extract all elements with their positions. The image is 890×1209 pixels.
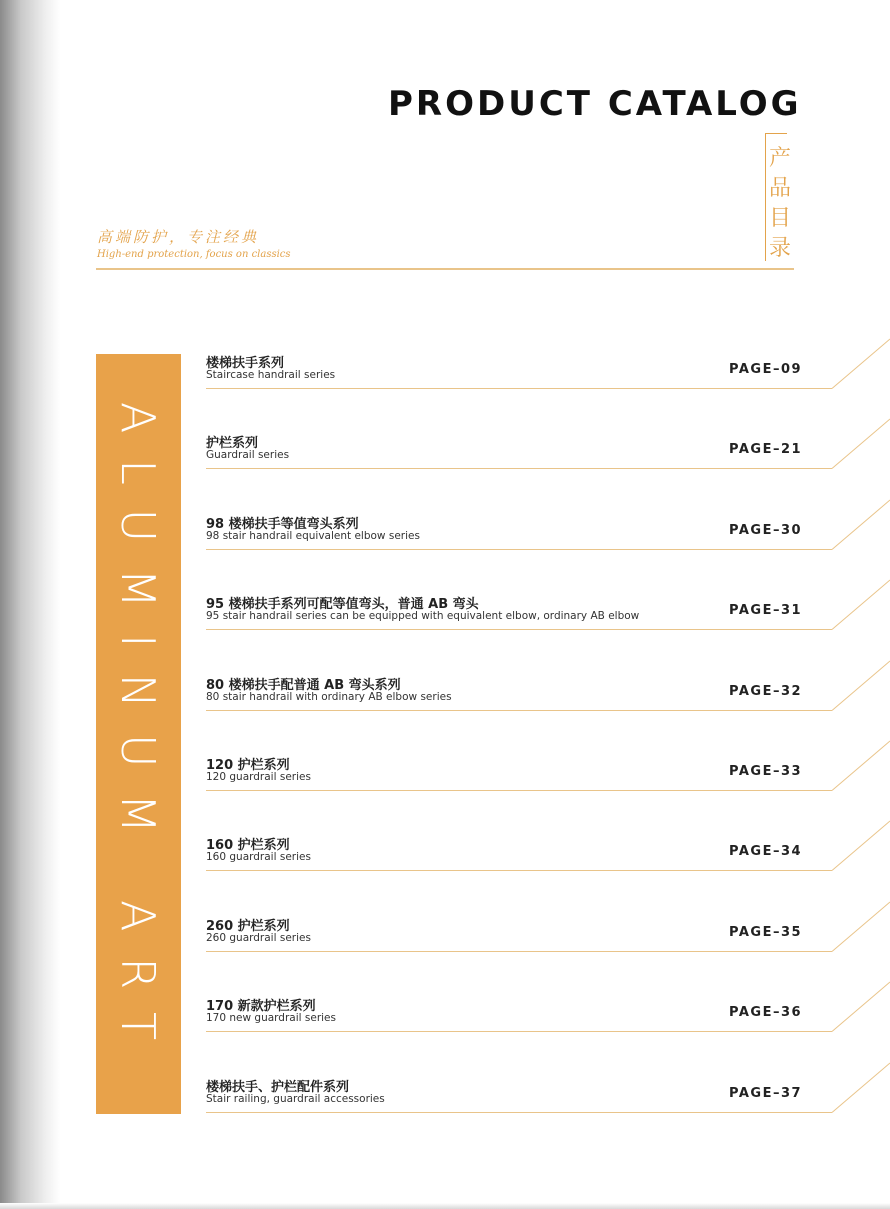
- toc-entry[interactable]: [206, 593, 890, 673]
- toc-entry[interactable]: [206, 995, 890, 1075]
- toc-entry-en-title: Stair railing, guardrail accessories: [206, 1092, 385, 1105]
- toc-entry-rule: [206, 629, 832, 630]
- toc-entry-cn-title: 160 护栏系列: [206, 838, 290, 854]
- toc-entry-diagonal-accent: [830, 500, 890, 550]
- toc-entry-page-number[interactable]: PAGE–21: [729, 442, 803, 458]
- toc-entry-rule: [206, 1112, 832, 1113]
- toc-entry-page-number[interactable]: PAGE–37: [729, 1085, 803, 1101]
- toc-entry-en-title: 170 new guardrail series: [206, 1012, 336, 1025]
- toc-entry-rule: [206, 468, 832, 469]
- toc-entry-rule: [206, 1031, 832, 1032]
- toc-entry-en-title: 98 stair handrail equivalent elbow series: [206, 529, 420, 542]
- toc-entry-cn-title: 260 护栏系列: [206, 918, 290, 934]
- toc-entry-rule: [206, 790, 832, 791]
- toc-entry-page-number[interactable]: PAGE–32: [729, 683, 803, 699]
- toc-entry[interactable]: [206, 834, 890, 914]
- toc-entry[interactable]: [206, 754, 890, 834]
- toc-entry-en-title: 260 guardrail series: [206, 931, 311, 944]
- toc-entry-page-number[interactable]: PAGE–36: [729, 1005, 803, 1021]
- toc-entry-en-title: 160 guardrail series: [206, 851, 311, 864]
- toc-entry-cn-title: 楼梯扶手系列: [206, 356, 285, 371]
- toc-entry-cn-title: 98 楼梯扶手等值弯头系列: [206, 516, 359, 532]
- toc-entry-en-title: 120 guardrail series: [206, 771, 311, 783]
- toc-entry-page-number[interactable]: PAGE–09: [729, 362, 803, 377]
- toc-entry[interactable]: [206, 1076, 890, 1156]
- toc-entry-page-number[interactable]: PAGE–35: [729, 924, 803, 940]
- toc-entry-en-title: 95 stair handrail series can be equipped with equivalent elbow, ordinary AB elbow: [206, 610, 640, 623]
- side-band-text: ALUMINUM ART: [111, 401, 165, 1067]
- toc-entry-page-number[interactable]: PAGE–31: [729, 603, 803, 619]
- toc-entry-cn-title: 95 楼梯扶手系列可配等值弯头，普通 AB 弯头: [206, 597, 479, 613]
- toc-entry-page-number[interactable]: PAGE–34: [729, 844, 803, 860]
- toc-entry-diagonal-accent: [830, 821, 890, 871]
- slogan-en: High-end protection, focus on classics: [97, 249, 291, 260]
- toc-entry[interactable]: [206, 674, 890, 754]
- toc-entry-diagonal-accent: [830, 982, 890, 1032]
- vertical-cn-char: 目: [768, 206, 791, 231]
- page-bottom-edge: [0, 1203, 890, 1209]
- toc-entry[interactable]: [206, 915, 890, 995]
- vertical-cn-char: 录: [768, 236, 791, 261]
- toc-entry[interactable]: [206, 432, 890, 512]
- toc-entry[interactable]: [206, 352, 890, 432]
- toc-entry-en-title: 80 stair handrail with ordinary AB elbow series: [206, 690, 452, 703]
- toc-entry-diagonal-accent: [830, 1063, 890, 1113]
- page-title: PRODUCT CATALOG: [388, 84, 802, 124]
- toc-entry-rule: [206, 870, 832, 871]
- toc-entry-rule: [206, 951, 832, 952]
- toc-entry-en-title: Guardrail series: [206, 449, 290, 462]
- toc-entry-diagonal-accent: [830, 419, 890, 469]
- toc-entry-rule: [206, 549, 832, 550]
- toc-entry-diagonal-accent: [830, 580, 890, 630]
- toc-entry-cn-title: 80 楼梯扶手配普通 AB 弯头系列: [206, 677, 401, 693]
- toc-entry-page-number[interactable]: PAGE–30: [729, 522, 803, 538]
- vertical-cn-char: 品: [768, 176, 791, 201]
- toc-entry-diagonal-accent: [830, 902, 890, 952]
- toc-entry-page-number[interactable]: PAGE–33: [729, 764, 803, 779]
- toc-entry-cn-title: 楼梯扶手、护栏配件系列: [206, 1079, 350, 1095]
- toc-entry[interactable]: [206, 513, 890, 593]
- toc-entry-rule: [206, 710, 832, 711]
- toc-entry-diagonal-accent: [830, 661, 890, 711]
- toc-entry-rule: [206, 388, 832, 389]
- toc-entry-diagonal-accent: [830, 741, 890, 791]
- toc-entry-diagonal-accent: [830, 339, 890, 389]
- toc-entry-cn-title: 120 护栏系列: [206, 758, 290, 773]
- toc-entry-cn-title: 170 新款护栏系列: [206, 999, 316, 1015]
- toc-entry-en-title: Staircase handrail series: [206, 369, 336, 381]
- toc-entry-cn-title: 护栏系列: [206, 436, 259, 452]
- vertical-cn-char: 产: [768, 146, 791, 171]
- slogan-cn: 高端防护，专注经典: [97, 228, 260, 246]
